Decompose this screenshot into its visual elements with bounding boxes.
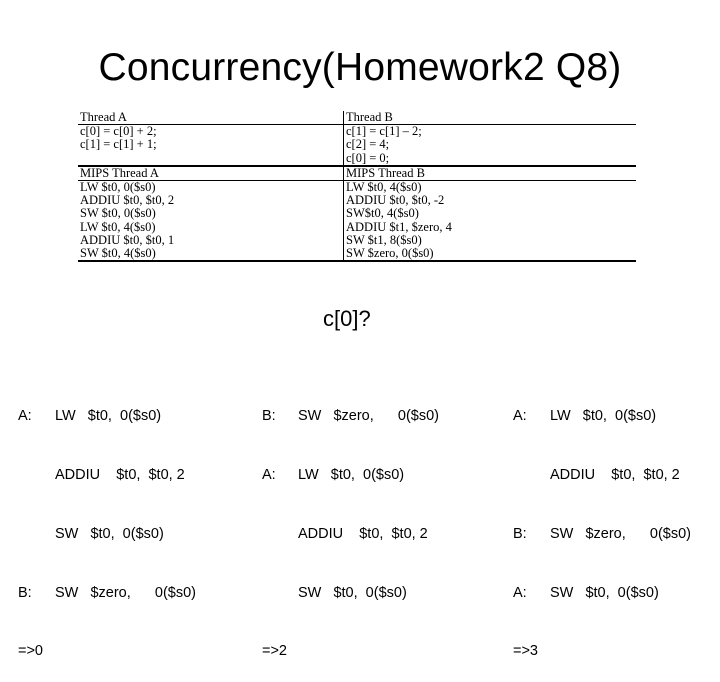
code-line: LW $t0, 0($s0) — [298, 466, 405, 483]
mips-thread-b-header: MIPS Thread B — [344, 166, 637, 181]
thread-label — [262, 525, 287, 545]
thread-b-c-line: c[1] = c[1] – 2; — [346, 124, 422, 139]
mips-b-instruction: LW $t0, 4($s0) — [346, 180, 422, 195]
table-row — [78, 138, 636, 151]
table-row — [78, 247, 636, 261]
threads-table — [78, 111, 636, 262]
thread-a-c-line: c[1] = c[1] + 1; — [78, 138, 344, 151]
mips-a-instruction: LW $t0, 0($s0) — [78, 181, 344, 195]
thread-label — [513, 466, 538, 486]
thread-label: B: — [513, 525, 527, 542]
thread-label: B: — [262, 408, 276, 425]
mips-thread-a-header: MIPS Thread A — [78, 166, 344, 181]
question-text: c[0]? — [323, 306, 371, 331]
code-line — [55, 642, 196, 662]
thread-b-c-line: c[0] = 0; — [346, 151, 390, 165]
code-line — [550, 642, 691, 662]
code-line: ADDIU $t0, $t0, 2 — [298, 525, 428, 542]
mips-b-instruction: ADDIU $t1, $zero, 4 — [346, 220, 452, 234]
thread-b-header: Thread B — [344, 111, 637, 125]
scenario-1-labels — [18, 368, 43, 682]
thread-a-header: Thread A — [78, 111, 344, 125]
scenario-2-code — [298, 368, 439, 682]
thread-b-c-line: c[2] = 4; — [346, 138, 390, 152]
table-row — [78, 181, 636, 195]
slide-title: Concurrency(Homework2 Q8) — [98, 46, 622, 89]
scenario-1-code — [55, 368, 196, 682]
thread-label: A: — [18, 408, 32, 425]
code-line: LW $t0, 0($s0) — [55, 408, 162, 425]
thread-label — [262, 584, 287, 604]
result-label: =>3 — [513, 643, 538, 660]
table-row — [78, 194, 636, 207]
thread-label: B: — [18, 584, 32, 601]
code-line: SW $t0, 0($s0) — [298, 584, 407, 601]
thread-label — [18, 466, 43, 486]
thread-a-c-line — [78, 152, 344, 166]
result-label: =>2 — [262, 643, 287, 660]
table-row — [78, 152, 636, 166]
table-row — [78, 125, 636, 139]
thread-label: A: — [513, 584, 527, 601]
code-line: ADDIU $t0, $t0, 2 — [550, 466, 680, 483]
code-line: LW $t0, 0($s0) — [550, 408, 657, 425]
thread-label — [18, 525, 43, 545]
scenario-2-labels — [262, 368, 287, 682]
thread-label: A: — [262, 466, 276, 483]
code-line: SW $t0, 0($s0) — [550, 584, 659, 601]
code-line: ADDIU $t0, $t0, 2 — [55, 466, 185, 483]
scenario-3-code — [550, 368, 691, 682]
code-line: SW $t0, 0($s0) — [55, 525, 164, 542]
mips-b-instruction: ADDIU $t0, $t0, -2 — [346, 194, 445, 208]
table-row — [78, 207, 636, 220]
mips-a-instruction: SW $t0, 0($s0) — [78, 207, 344, 220]
mips-a-instruction: LW $t0, 4($s0) — [78, 221, 344, 234]
mips-b-instruction: SW$t0, 4($s0) — [346, 207, 419, 221]
table-row — [78, 221, 636, 234]
mips-a-instruction: SW $t0, 4($s0) — [78, 247, 344, 261]
scenario-3-labels — [513, 368, 538, 682]
table-header-row — [78, 111, 636, 125]
code-line: SW $zero, 0($s0) — [550, 525, 692, 542]
code-line: SW $zero, 0($s0) — [55, 584, 197, 601]
code-line: SW $zero, 0($s0) — [298, 408, 440, 425]
code-line — [298, 642, 439, 662]
mips-header-row — [78, 166, 636, 181]
thread-a-c-line: c[0] = c[0] + 2; — [78, 125, 344, 139]
thread-label: A: — [513, 408, 527, 425]
mips-b-instruction: SW $t1, 8($s0) — [346, 233, 422, 247]
mips-b-instruction: SW $zero, 0($s0) — [344, 247, 637, 261]
result-label: =>0 — [18, 643, 43, 660]
mips-a-instruction: ADDIU $t0, $t0, 1 — [78, 234, 344, 247]
mips-a-instruction: ADDIU $t0, $t0, 2 — [78, 194, 344, 207]
table-row — [78, 234, 636, 247]
